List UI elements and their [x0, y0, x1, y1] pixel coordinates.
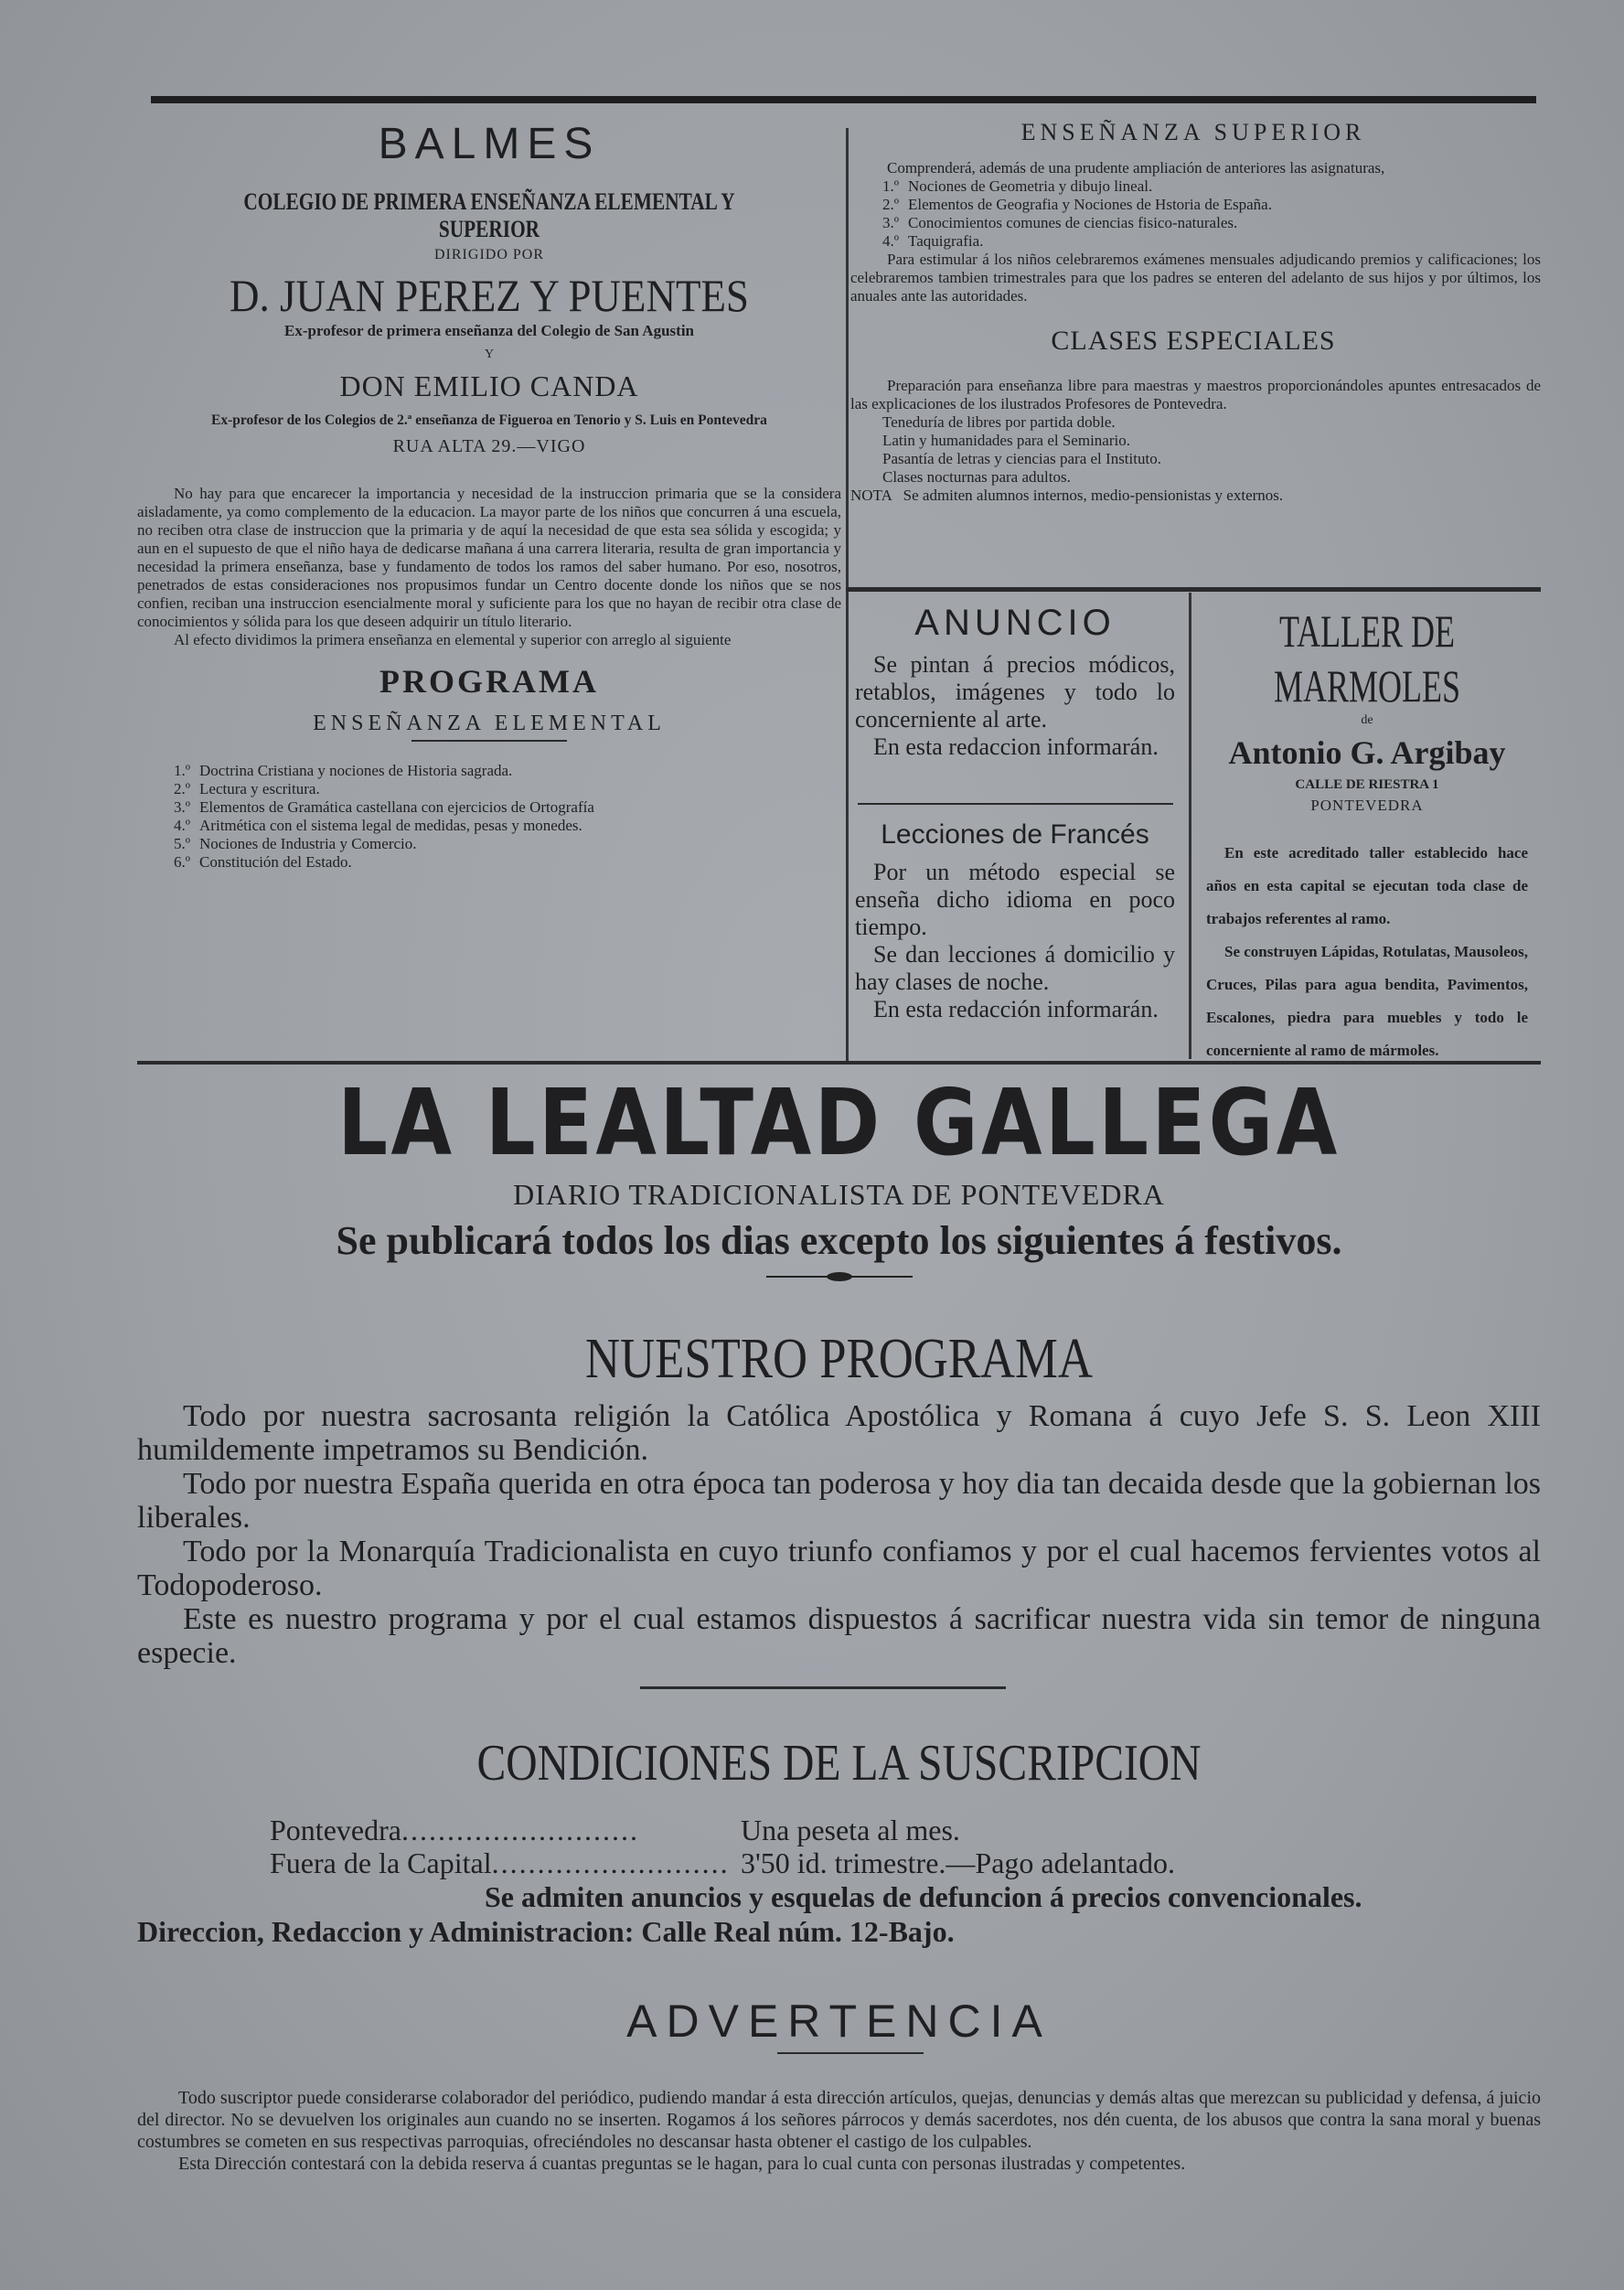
- superior-item: 2.º Elementos de Geografia y Nociones de Hstoria de España.: [882, 196, 1272, 213]
- programa-text: [137, 1399, 1541, 1670]
- ads-top-rule: [846, 587, 1541, 592]
- balmes-director2: DON EMILIO CANDA: [339, 369, 639, 402]
- programa-paragraph: Este es nuestro programa y por el cual estamos dispuestos á sacrificar nuestra vida sin temor de ninguna especie.: [137, 1602, 1541, 1670]
- frances-contact: En esta redacción informarán.: [873, 996, 1159, 1022]
- balmes-intro: No hay para que encarecer la importancia y necesidad de la instruccion primaria que se la considera aisladamente, ya como complemento de la educacion. La mayor parte de los niños que concurren á una escuela, no reciben otra clase de instruccion que la primaria y de aquí la necesidad de que esta sea sólida y escogida; y aun en el supuesto de que el niño haya de dedicarse mañana á una carrera literaria, resulta de gran importancia y necesidad la primera enseñanza, base y fundamento de todos los ramos del saber humano. Por eso, nosotros, penetrados de estas consideraciones nos propusimos fundar un Centro docente donde los niños que se nos confien, reciban una instruccion esencialmente moral y suficiente para los que no hayan de recibir otra clase de conocimientos y sólida para los que deseen adquirir un título literario.: [137, 485, 841, 630]
- frances-text: Por un método especial se enseña dicho idioma en poco tiempo.: [855, 859, 1175, 940]
- balmes-intro2: Al efecto dividimos la primera enseñanza en elemental y superior con arreglo al siguiente: [174, 631, 732, 648]
- programa-title: NUESTRO PROGRAMA: [585, 1328, 1093, 1390]
- programa-rule: [640, 1686, 1006, 1689]
- suscripcion-rates: [270, 1814, 1541, 1879]
- balmes-and: Y: [484, 348, 495, 361]
- suscripcion-ads: Se admiten anuncios y esquelas de defuncion á precios convencionales.: [485, 1880, 1362, 1913]
- anuncio-rule: [858, 803, 1173, 805]
- elemental-item: 5.º Nociones de Industria y Comercio.: [174, 835, 417, 852]
- programa-section: [137, 1326, 1541, 1689]
- balmes-director2-role: Ex-profesor de los Colegios de 2.ª enseñanza de Figueroa en Tenorio y S. Luis en Pontevedra: [211, 412, 767, 428]
- masthead-subtitle: DIARIO TRADICIONALISTA DE PONTEVEDRA: [513, 1178, 1165, 1211]
- superior-exams: Para estimular á los niños celebraremos exámenes mensuales adjudicando premios y calificaciones; los celebraremos tambien trimestrales para que los padres se enteren del adelanto de sus hijos y por últimos, los anuales ante las autoridades.: [850, 251, 1541, 305]
- masthead-title: LA LEALTAD GALLEGA: [337, 1069, 1341, 1176]
- rate-label: Pontevedra: [270, 1814, 401, 1846]
- rate-row: Pontevedra.......................... Una peseta al mes.: [270, 1814, 960, 1846]
- taller-title: TALLER DE MARMOLES: [1273, 605, 1461, 712]
- superior-title: ENSEÑANZA SUPERIOR: [1020, 119, 1366, 145]
- elemental-item: 3.º Elementos de Gramática castellana con ejercicios de Ortografía: [174, 798, 594, 816]
- frances-title: Lecciones de Francés: [881, 819, 1149, 850]
- balmes-director1-role: Ex-profesor de primera enseñanza del Colegio de San Agustin: [284, 322, 694, 339]
- balmes-address: RUA ALTA 29.—VIGO: [392, 436, 586, 456]
- ads-divider: [1189, 593, 1191, 1059]
- elemental-item: 6.º Constitución del Estado.: [174, 853, 352, 871]
- advertencia-title: ADVERTENCIA: [626, 1996, 1052, 2047]
- frances-ad: [855, 819, 1175, 1023]
- balmes-director1: D. JUAN PEREZ Y PUENTES: [230, 270, 749, 321]
- elemental-item: 2.º Lectura y escritura.: [174, 780, 320, 797]
- masthead-top-rule: [137, 1061, 1541, 1065]
- special-item: Teneduría de libres por partida doble.: [882, 413, 1116, 431]
- taller-owner: Antonio G. Argibay: [1228, 734, 1506, 771]
- taller-city: PONTEVEDRA: [1310, 797, 1424, 814]
- taller-de: de: [1361, 713, 1373, 727]
- superior-item: 4.º Taquigrafia.: [882, 232, 984, 250]
- elemental-item: 4.º Aritmética con el sistema legal de medidas, pesas y monedes.: [174, 817, 582, 834]
- taller-text2: Se construyen Lápidas, Rotulatas, Mausoleos, Cruces, Pilas para agua bendita, Pavimentos, Escalones, piedra para muebles y todo le concerniente al ramo de mármoles.: [1206, 943, 1529, 1059]
- balmes-school: COLEGIO DE PRIMERA ENSEÑANZA ELEMENTAL Y SUPERIOR: [243, 188, 735, 242]
- top-rule: [151, 96, 1536, 103]
- rate-row: Fuera de la Capital.......................... 3'50 id. trimestre.—Pago adelantado.: [270, 1846, 1175, 1879]
- suscripcion-address: Direccion, Redaccion y Administracion: Calle Real núm. 12-Bajo.: [137, 1915, 955, 1948]
- balmes-title: BALMES: [378, 120, 601, 168]
- special-title: CLASES ESPECIALES: [1051, 326, 1336, 356]
- special-intro: Preparación para enseñanza libre para maestras y maestros proporcionándoles apuntes entresacados de las explicaciones de los ilustrados Profesores de Pontevedra.: [850, 377, 1541, 412]
- taller-street: CALLE DE RIESTRA 1: [1295, 777, 1439, 792]
- superior-intro: Comprenderá, además de una prudente ampliación de anteriores las asignaturas,: [887, 159, 1385, 177]
- anuncio-title: ANUNCIO: [914, 603, 1116, 643]
- program-title: PROGRAMA: [379, 663, 599, 700]
- rate-value: 3'50 id. trimestre.—Pago adelantado.: [741, 1846, 1175, 1879]
- anuncio-contact: En esta redaccion informarán.: [873, 733, 1159, 760]
- programa-paragraph: Todo por nuestra España querida en otra época tan poderosa y hoy dia tan decaida desde que la gobiernan los liberales.: [137, 1467, 1541, 1535]
- advertencia-rule: [777, 2052, 924, 2054]
- ornament-divider: [766, 1269, 913, 1284]
- anuncio-ad: [855, 602, 1175, 761]
- programa-paragraph: Todo por la Monarquía Tradicionalista en cuyo triunfo confiamos y por el cual hacemos fervientes votos al Todopoderoso.: [137, 1535, 1541, 1602]
- balmes-ad: [137, 119, 841, 872]
- rate-value: Una peseta al mes.: [741, 1814, 960, 1846]
- special-list: [846, 413, 1541, 487]
- elemental-rule: [411, 740, 567, 742]
- superior-item: 3.º Conocimientos comunes de ciencias fisico-naturales.: [882, 214, 1238, 231]
- advertencia-p1: Todo suscriptor puede considerarse colaborador del periódico, pudiendo mandar á esta dirección artículos, quejas, denuncias y demás altas que merezcan su publicidad y defensa, á juicio del director. No se devuelven los originales aun cuando no se inserten. Rogamos á los señores párrocos y demás sacerdotes, nos dén cuenta, de los abusos que contra la sana moral y buenas costumbres se cometen en sus respectivas parroquias, ofreciéndoles no descansar hasta obtener el castigo de los culpables.: [137, 2088, 1541, 2152]
- special-item: Clases nocturnas para adultos.: [882, 468, 1071, 486]
- frances-text2: Se dan lecciones á domicilio y hay clases de noche.: [855, 941, 1175, 995]
- advertencia-p2: Esta Dirección contestará con la debida reserva á cuantas preguntas se le hagan, para lo cual cunta con personas ilustradas y competentes.: [178, 2154, 1186, 2174]
- taller-ad: [1193, 604, 1541, 1067]
- taller-text1: En este acreditado taller establecido hace años en esta capital se ejecutan toda clase de trabajos referentes al ramo.: [1206, 844, 1528, 927]
- superior-section: [846, 119, 1541, 505]
- masthead: [137, 1068, 1541, 1289]
- elemental-title: ENSEÑANZA ELEMENTAL: [313, 712, 666, 735]
- special-item: Latin y humanidades para el Seminario.: [882, 432, 1130, 449]
- anuncio-text: Se pintan á precios módicos, retablos, imágenes y todo lo concerniente al arte.: [855, 651, 1175, 733]
- balmes-directed-by: DIRIGIDO POR: [434, 247, 544, 262]
- programa-paragraph: Todo por nuestra sacrosanta religión la Católica Apostólica y Romana á cuyo Jefe S. S. Leon XIII humildemente impetramos su Bendición.: [137, 1399, 1541, 1467]
- masthead-schedule: Se publicará todos los dias excepto los siguientes á festivos.: [336, 1218, 1342, 1263]
- superior-item: 1.º Nociones de Geometria y dibujo lineal.: [882, 177, 1153, 195]
- superior-list: [882, 177, 1541, 251]
- rate-label: Fuera de la Capital: [270, 1846, 492, 1879]
- suscripcion-section: [137, 1733, 1541, 1949]
- suscripcion-title: CONDICIONES DE LA SUSCRIPCION: [476, 1735, 1202, 1792]
- elemental-list: [174, 762, 841, 872]
- elemental-item: 1.º Doctrina Cristiana y nociones de Historia sagrada.: [174, 762, 513, 779]
- advertencia-section: [137, 1994, 1541, 2175]
- special-item: Pasantía de letras y ciencias para el Instituto.: [882, 450, 1161, 467]
- superior-nota: NOTA Se admiten alumnos internos, medio-pensionistas y externos.: [850, 487, 1284, 504]
